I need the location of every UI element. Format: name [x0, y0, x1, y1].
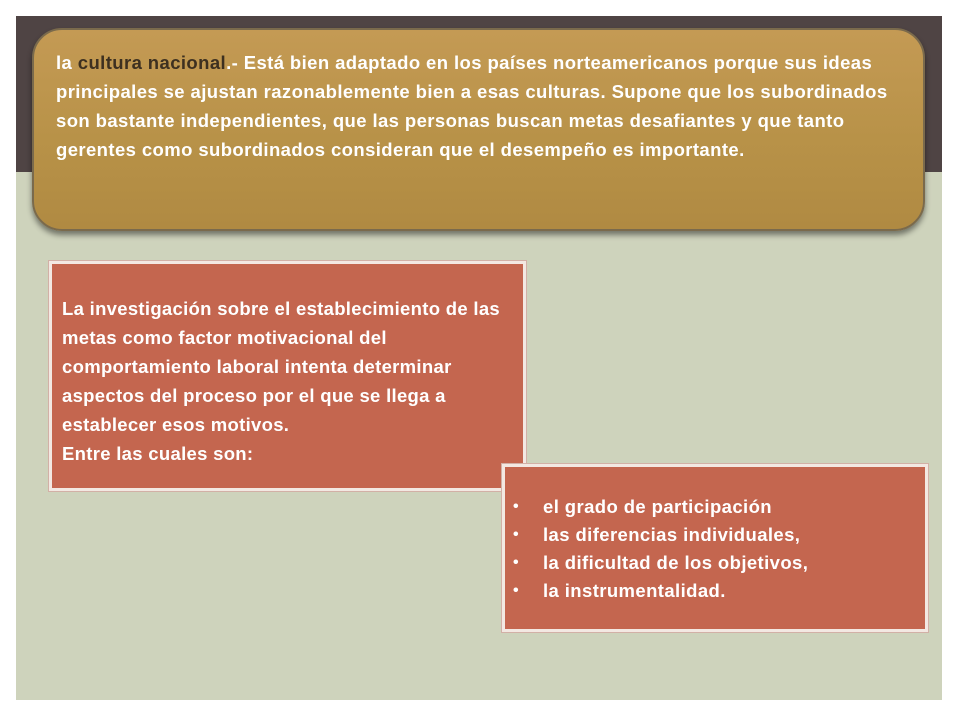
list-item: [505, 493, 915, 521]
slide: [16, 16, 942, 700]
bullet-icon: •: [513, 582, 520, 599]
investigation-box: [49, 261, 526, 491]
list-item: [505, 521, 915, 549]
banner-prefix: la: [56, 52, 78, 73]
bullet-icon: •: [513, 526, 520, 543]
list-item-text: la dificultad de los objetivos,: [543, 552, 809, 573]
investigation-paragraph: La investigación sobre el establecimiento de las metas como factor motivacional del comportamiento laboral intenta determinar aspectos del proceso por el que se llega a establecer esos motivos.: [62, 298, 500, 435]
investigation-closing: Entre las cuales son:: [62, 443, 254, 464]
list-item: [505, 577, 915, 605]
banner-body: .- Está bien adaptado en los países norteamericanos porque sus ideas principales se ajustan razonablemente bien a esas culturas. Supone que los subordinados son bastante independientes, que las personas buscan metas desafiantes y que tanto gerentes como subordinados consideran que el desempeño es importante.: [56, 52, 888, 160]
bullet-icon: •: [513, 498, 520, 515]
cultura-nacional-banner: [32, 28, 925, 231]
bullet-icon: •: [513, 554, 520, 571]
banner-emphasis: cultura nacional: [77, 52, 227, 73]
list-item-text: las diferencias individuales,: [543, 524, 801, 545]
factors-list: [505, 493, 915, 605]
list-item-text: el grado de participación: [543, 496, 772, 517]
list-item: [505, 549, 915, 577]
list-item-text: la instrumentalidad.: [543, 580, 726, 601]
factors-list-box: [502, 464, 928, 632]
